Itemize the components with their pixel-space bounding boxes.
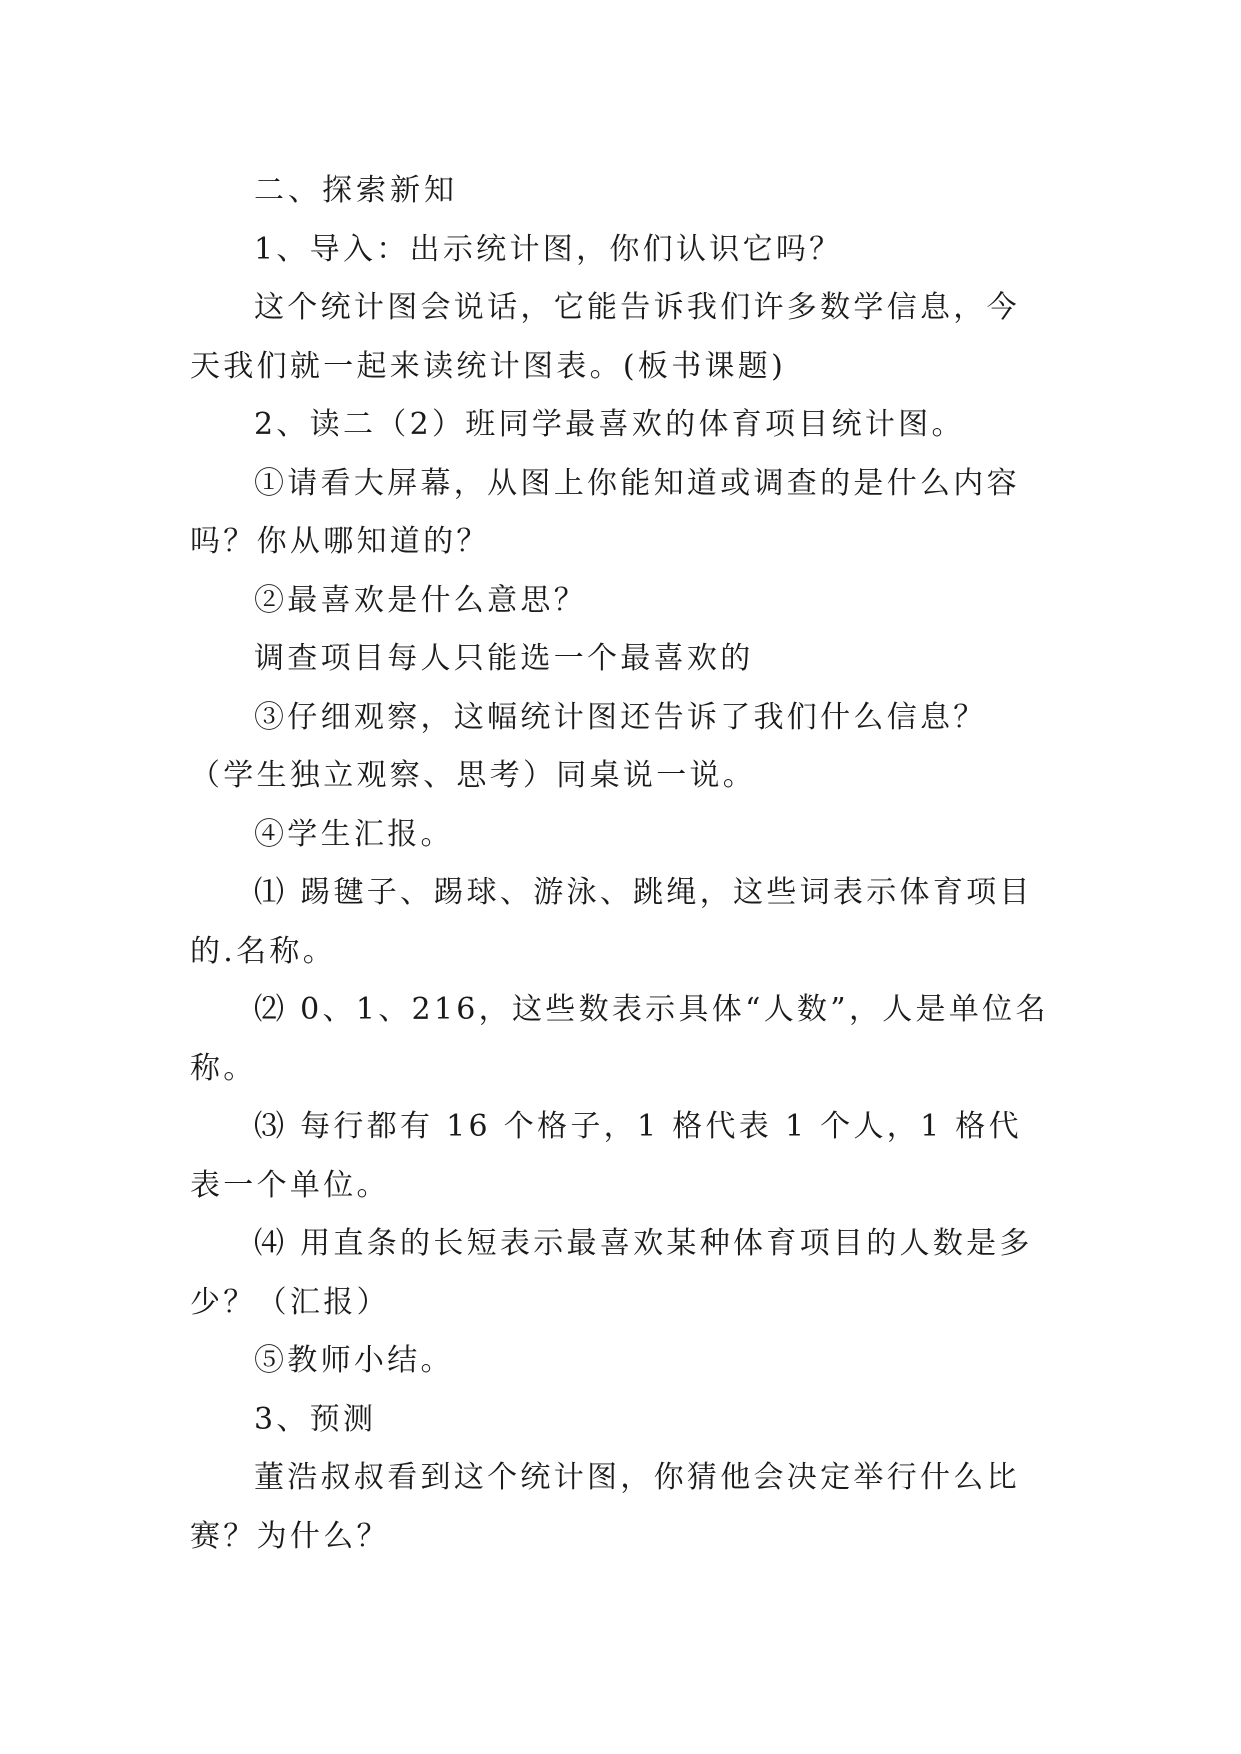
document-body (190, 162, 1052, 1566)
paragraph: ①请看大屏幕，从图上你能知道或调查的是什么内容吗？你从哪知道的？ (190, 465, 1020, 559)
paragraph: 这个统计图会说话，它能告诉我们许多数学信息，今天我们就一起来读统计图表。(板书课题) (190, 290, 1020, 384)
paragraph: ⑴ 踢毽子、踢球、游泳、跳绳，这些词表示体育项目的.名称。 (190, 875, 1033, 969)
paragraph: ③仔细观察，这幅统计图还告诉了我们什么信息？（学生独立观察、思考）同桌说一说。 (190, 699, 987, 793)
paragraph: 2、读二（2）班同学最喜欢的体育项目统计图。 (254, 407, 965, 442)
paragraph: ②最喜欢是什么意思？ (254, 582, 587, 618)
paragraph: 1、导入：出示统计图，你们认识它吗？ (254, 231, 843, 267)
paragraph: ⑤教师小结。 (254, 1343, 454, 1378)
paragraph: 调查项目每人只能选一个最喜欢的 (254, 641, 754, 676)
paragraph: ④学生汇报。 (254, 816, 454, 852)
paragraph: 3、预测 (254, 1401, 377, 1437)
section-heading: 二、探索新知 (254, 173, 458, 208)
paragraph: ⑷ 用直条的长短表示最喜欢某种体育项目的人数是多少？（汇报） (190, 1226, 1033, 1320)
paragraph: ⑶ 每行都有 16 个格子，1 格代表 1 个人，1 格代表一个单位。 (190, 1109, 1022, 1203)
paragraph: ⑵ 0、1、216，这些数表示具体“人数”，人是单位名称。 (190, 992, 1049, 1086)
paragraph: 董浩叔叔看到这个统计图，你猜他会决定举行什么比赛？为什么？ (190, 1460, 1020, 1554)
